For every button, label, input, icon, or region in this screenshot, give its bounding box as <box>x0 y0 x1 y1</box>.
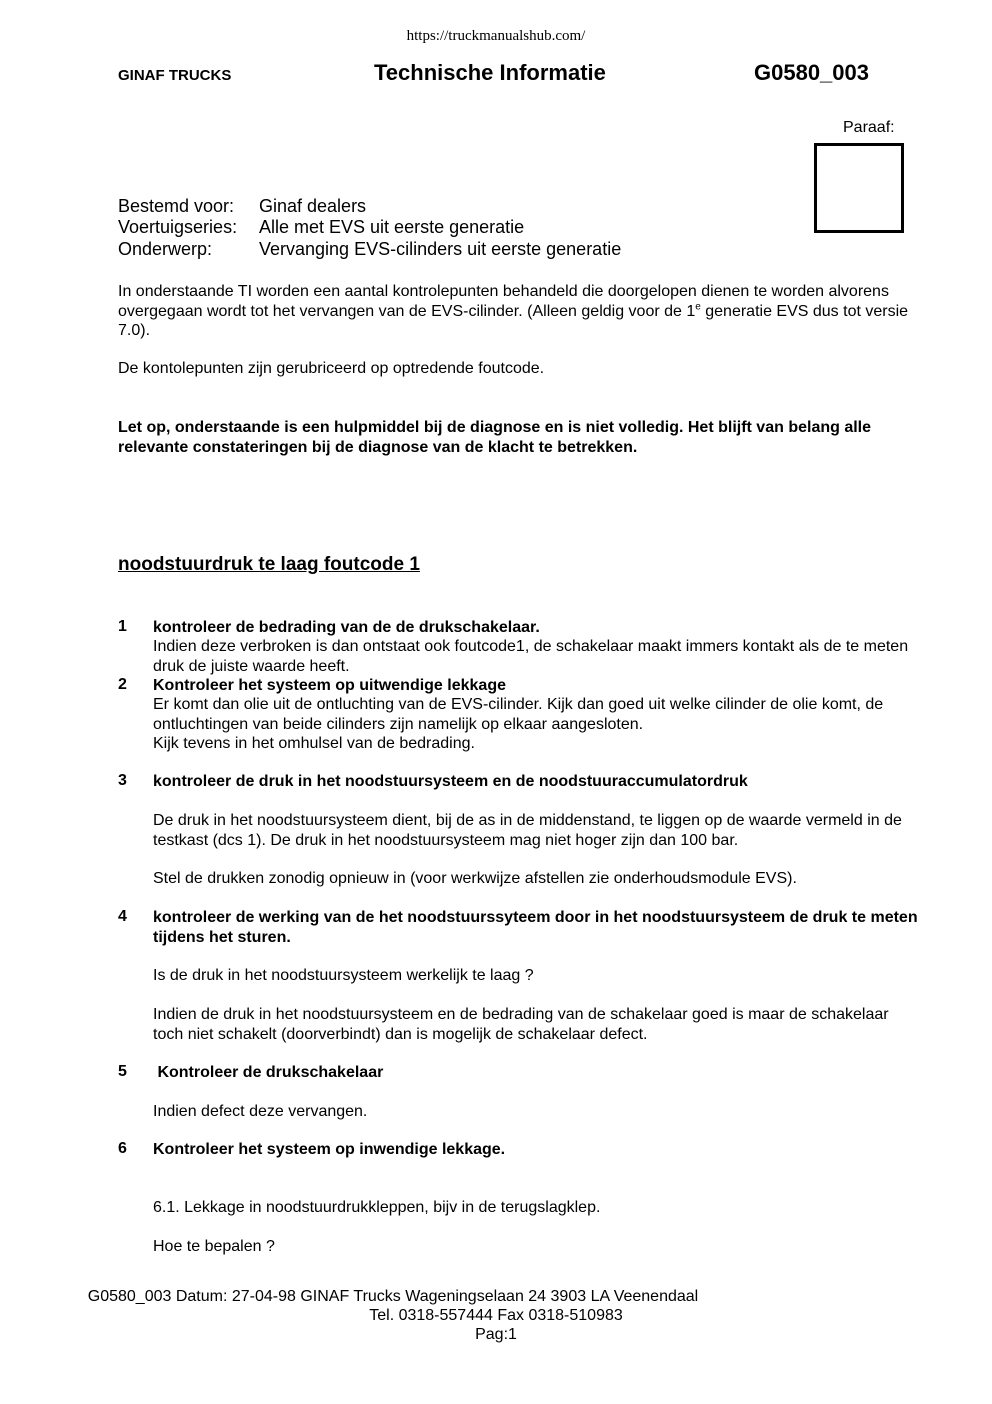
meta-bestemd-label: Bestemd voor: <box>118 196 235 216</box>
meta-voertuig-label: Voertuigseries: <box>118 217 238 237</box>
item-title: Kontroleer het systeem op inwendige lekkage. <box>153 1141 506 1158</box>
item-body: Kijk tevens in het omhulsel van de bedrading. <box>153 735 475 752</box>
document-code: G0580_003 <box>754 60 869 85</box>
item-body: Hoe te bepalen ? <box>153 1238 275 1255</box>
source-url: https://truckmanualshub.com/ <box>406 28 586 44</box>
warning-text: Let op, onderstaande is een hulpmiddel bij de diagnose en is niet volledig. Het blijft van belang alle relevante constateringen bij de diagnose van de klacht te betrekken. <box>118 419 872 456</box>
item-body: Indien de druk in het noodstuursysteem en de bedrading van de schakelaar goed is maar de schakelaar toch niet schakelt (doorverbindt) dan is mogelijk de schakelaar defect. <box>153 1006 889 1043</box>
paraaf-label: Paraaf: <box>843 119 895 136</box>
intro-paragraph: In onderstaande TI worden een aantal kontrolepunten behandeld die doorgelopen dienen te worden alvorens overgegaan wordt tot het vervangen van de EVS-cilinder. (Alleen geldig voor de 1e generatie EVS dus tot versie 7.0). <box>118 283 909 339</box>
page-number: Pag:1 <box>475 1326 517 1343</box>
meta-voertuig-value: Alle met EVS uit eerste generatie <box>259 217 525 237</box>
item-body: Er komt dan olie uit de ontluchting van de EVS-cilinder. Kijk dan goed uit welke cilinder de olie komt, de ontluchtingen van beide cilinders zijn namelijk op elkaar aangesloten. <box>153 696 884 733</box>
item-number: 3 <box>118 772 127 789</box>
item-body: Indien deze verbroken is dan ontstaat ook foutcode1, de schakelaar maakt immers kontakt als de te meten druk de juiste waarde heeft. <box>153 638 909 675</box>
footer-line-2: Tel. 0318-557444 Fax 0318-510983 <box>369 1307 623 1324</box>
document-title: Technische Informatie <box>374 60 606 85</box>
item-number: 4 <box>118 908 127 925</box>
item-body: Indien defect deze vervangen. <box>153 1103 368 1120</box>
meta-onderwerp-label: Onderwerp: <box>118 239 213 259</box>
company-name: GINAF TRUCKS <box>118 67 232 84</box>
item-title: kontroleer de werking van de het noodstuurssyteem door in het noodstuursysteem de druk te meten tijdens het sturen. <box>153 909 918 946</box>
meta-onderwerp-value: Vervanging EVS-cilinders uit eerste generatie <box>259 239 622 259</box>
item-number: 1 <box>118 618 127 635</box>
section-title: noodstuurdruk te laag foutcode 1 <box>118 554 420 575</box>
meta-bestemd-value: Ginaf dealers <box>259 196 367 216</box>
item-body: Is de druk in het noodstuursysteem werkelijk te laag ? <box>153 967 534 984</box>
item-body: 6.1. Lekkage in noodstuurdrukkleppen, bijv in de terugslagklep. <box>153 1199 601 1216</box>
item-body: Stel de drukken zonodig opnieuw in (voor werkwijze afstellen zie onderhoudsmodule EVS). <box>153 870 797 887</box>
item-title: kontroleer de bedrading van de de drukschakelaar. <box>153 619 540 636</box>
paraaf-box <box>814 143 904 233</box>
item-body: De druk in het noodstuursysteem dient, bij de as in de middenstand, te liggen op de waarde vermeld in de testkast (dcs 1). De druk in het noodstuursysteem mag niet hoger zijn dan 100 bar. <box>153 812 902 849</box>
superscript-e: e <box>695 301 701 313</box>
item-title: Kontroleer het systeem op uitwendige lekkage <box>153 677 506 694</box>
item-number: 2 <box>118 676 127 693</box>
intro-note: De kontolepunten zijn gerubriceerd op optredende foutcode. <box>118 360 545 377</box>
item-title: Kontroleer de drukschakelaar <box>153 1064 384 1081</box>
item-title: kontroleer de druk in het noodstuursysteem en de noodstuuraccumulatordruk <box>153 773 748 790</box>
footer-line-1: G0580_003 Datum: 27-04-98 GINAF Trucks Wageningselaan 24 3903 LA Veenendaal <box>87 1288 699 1305</box>
item-number: 6 <box>118 1140 127 1157</box>
item-number: 5 <box>118 1063 127 1080</box>
